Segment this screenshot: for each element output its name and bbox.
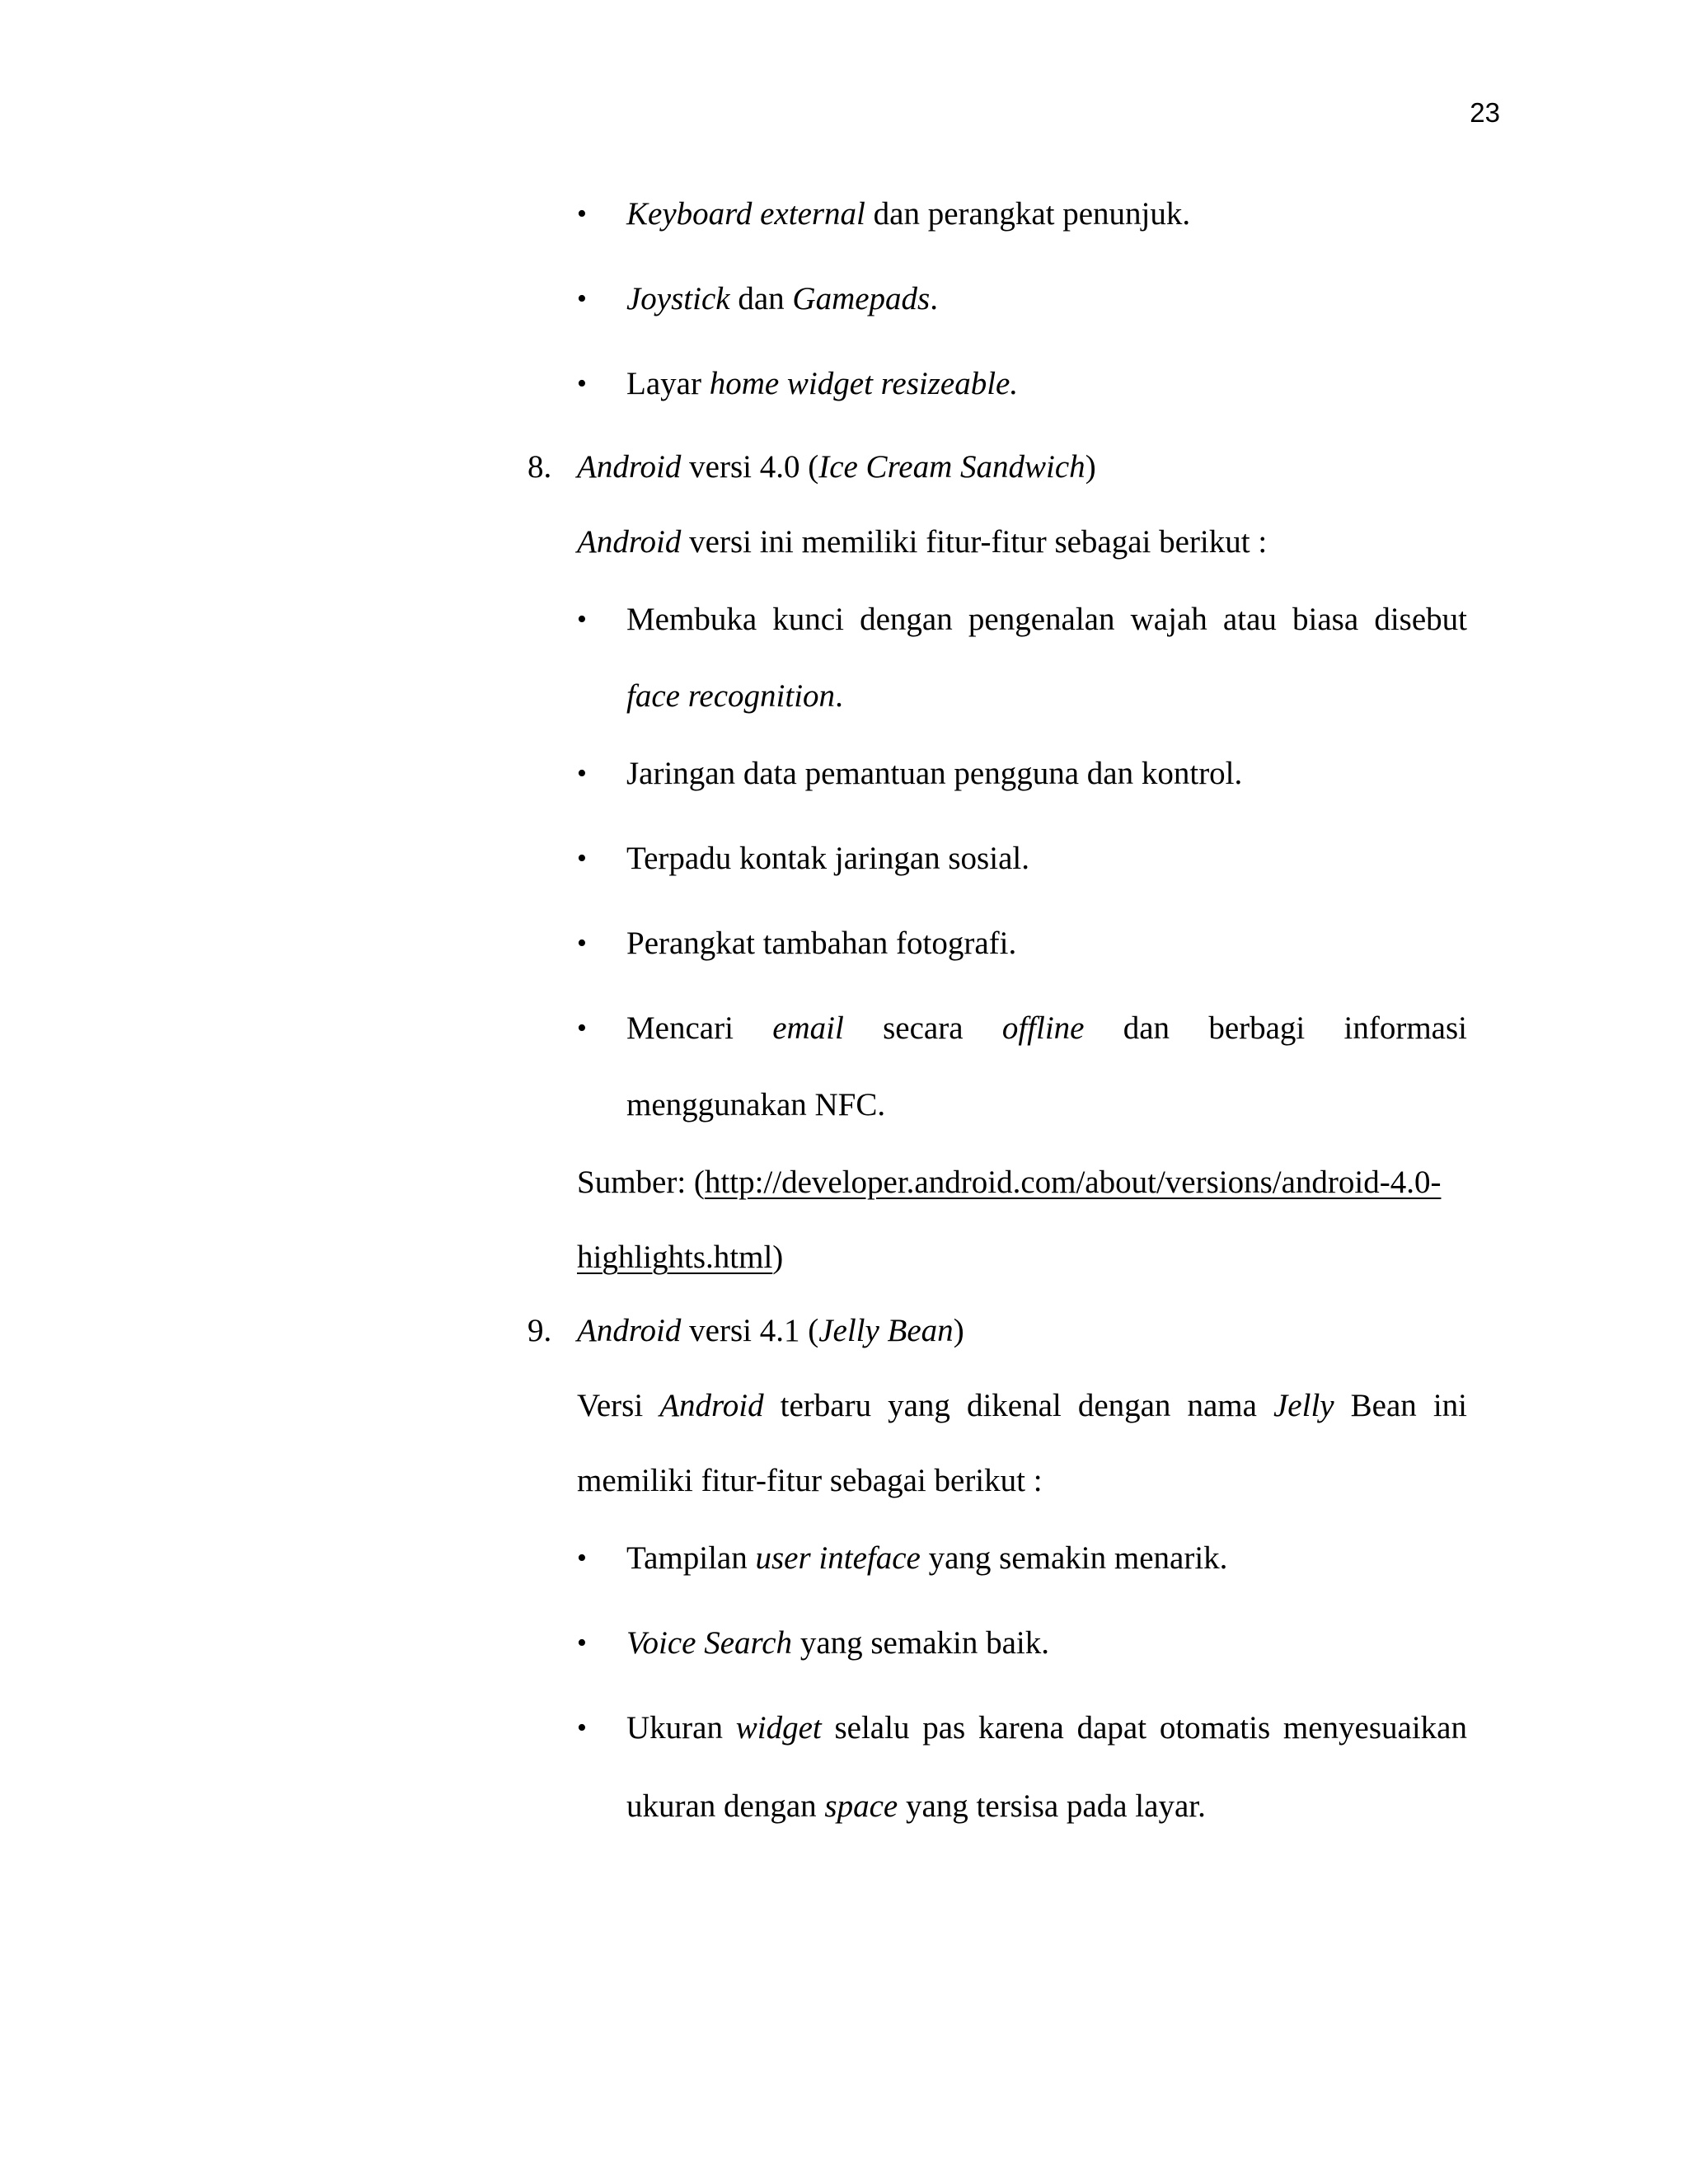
source-link[interactable]: http://developer.android.com/about/versions/android-4.0- [704, 1165, 1442, 1200]
list-item: Terpadu kontak jaringan sosial. [626, 841, 1029, 876]
section-number: 9. [528, 1313, 552, 1348]
section-heading: Android versi 4.0 (Ice Cream Sandwich) [577, 449, 1096, 485]
intro-paragraph: Versi Android terbaru yang dikenal dengan nama Jelly Bean ini [577, 1388, 1467, 1423]
bullet-icon: • [577, 368, 587, 399]
list-item: Layar home widget resizeable. [626, 366, 1019, 401]
list-item: Keyboard external dan perangkat penunjuk. [626, 196, 1191, 232]
bullet-icon: • [577, 1713, 587, 1743]
bullet-icon: • [577, 284, 587, 314]
list-item-continuation: menggunakan NFC. [626, 1087, 886, 1122]
intro-paragraph: Android versi ini memiliki fitur-fitur sebagai berikut : [577, 524, 1268, 560]
bullet-icon: • [577, 1013, 587, 1043]
section-number: 8. [528, 449, 552, 485]
bullet-icon: • [577, 928, 587, 958]
page-number: 23 [1470, 97, 1500, 128]
list-item: Tampilan user inteface yang semakin menarik. [626, 1540, 1228, 1576]
list-item: Joystick dan Gamepads. [626, 281, 938, 316]
list-item: Voice Search yang semakin baik. [626, 1625, 1049, 1661]
bullet-icon: • [577, 1543, 587, 1573]
intro-paragraph-continuation: memiliki fitur-fitur sebagai berikut : [577, 1463, 1043, 1498]
list-item: Mencari email secara offline dan berbagi informasi [626, 1010, 1467, 1046]
bullet-icon: • [577, 1628, 587, 1658]
list-item: Membuka kunci dengan pengenalan wajah atau biasa disebut [626, 602, 1467, 637]
bullet-icon: • [577, 758, 587, 789]
list-item: Jaringan data pemantuan pengguna dan kontrol. [626, 756, 1243, 791]
bullet-icon: • [577, 199, 587, 229]
list-item: Perangkat tambahan fotografi. [626, 926, 1017, 961]
bullet-icon: • [577, 604, 587, 635]
list-item: Ukuran widget selalu pas karena dapat otomatis menyesuaikan [626, 1710, 1467, 1746]
list-item-continuation: face recognition. [626, 678, 843, 714]
source-link-continuation[interactable]: highlights.html [577, 1240, 773, 1275]
source-line: Sumber: (http://developer.android.com/about/versions/android-4.0- [577, 1165, 1442, 1200]
bullet-icon: • [577, 843, 587, 874]
section-heading: Android versi 4.1 (Jelly Bean) [577, 1313, 964, 1348]
list-item-continuation: ukuran dengan space yang tersisa pada layar. [626, 1788, 1206, 1824]
source-line-continuation: highlights.html) [577, 1240, 784, 1275]
